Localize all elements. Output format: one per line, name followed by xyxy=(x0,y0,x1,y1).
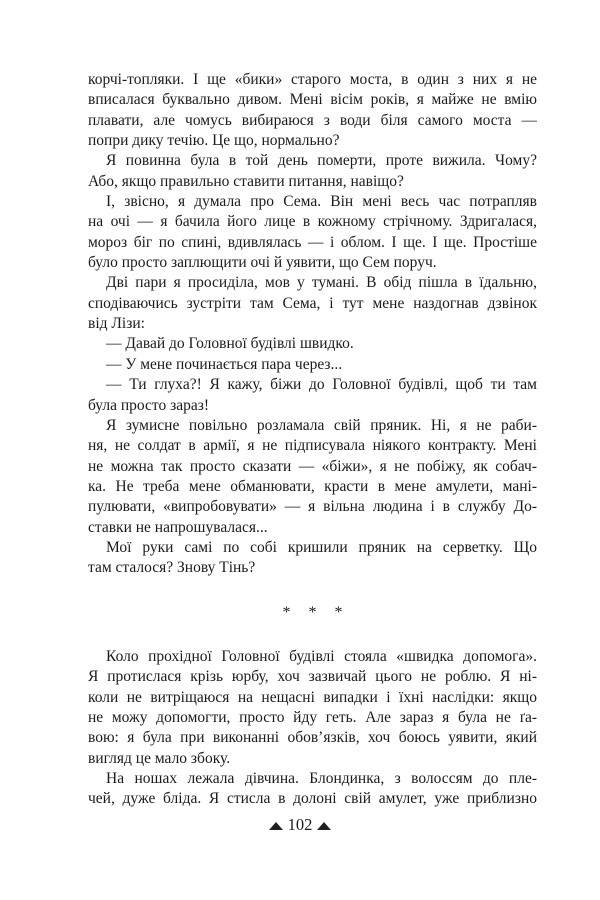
text-line: корчі-топляки. І ще «бики» старого моста, в один з них я не xyxy=(88,71,537,88)
text-line: на очі — я бачила його лице в кожному стрічному. Здригалася, xyxy=(88,213,537,231)
text-line: було просто заплющити очі й уявити, що Сем поруч. xyxy=(88,254,437,272)
section-break-asterisk: * xyxy=(308,603,317,621)
text-line: — Давай до Головної будівлі швидко. xyxy=(106,335,354,353)
section-break-asterisk: * xyxy=(334,603,343,621)
text-line: ка. Не треба мене обманювати, красти в мене амулети, мані- xyxy=(88,477,537,495)
text-line: Мої руки самі по собі кришили пряник на серветку. Що xyxy=(106,538,537,556)
text-line: вигляд це мало збоку. xyxy=(88,749,231,767)
page-number: 102 xyxy=(287,815,313,834)
triangle-up-left-icon xyxy=(269,822,283,830)
text-line: ня, не солдат в армії, я не підписувала ніякого контракту. Мені xyxy=(88,437,537,455)
section-break xyxy=(88,605,537,625)
text-line: була просто зараз! xyxy=(88,396,210,414)
text-line: На ношах лежала дівчина. Блондинка, з волоссям до пле- xyxy=(106,770,537,787)
text-line: не можна так просто сказати — «біжи», я не побіжу, як собач- xyxy=(88,457,537,475)
text-line: Коло прохідної Головної будівлі стояла «швидка допомога». xyxy=(106,647,537,665)
text-line: попри дику течію. Це що, нормально? xyxy=(88,132,340,150)
text-line: Я повинна була в той день померти, проте вижила. Чому? xyxy=(106,152,537,170)
text-line: коли не витріщаюся на нещасні випадки і їхні наслідки: якщо xyxy=(88,688,537,706)
text-line: від Лізи: xyxy=(88,315,145,333)
text-line: — У мене починається пара через... xyxy=(106,355,343,373)
text-line: Я зумисне повільно розламала свій пряник. Ні, я не раби- xyxy=(106,416,537,434)
section-break-asterisk: * xyxy=(282,603,291,621)
text-line: І, звісно, я думала про Сема. Він мені весь час потрапляв xyxy=(106,193,537,211)
text-line: сподіваючись зустріти там Сема, і тут мене наздогнав дзвінок xyxy=(88,294,537,312)
text-line: Я протислася крізь юрбу, хоч зазвичай цього не роблю. Я ні- xyxy=(88,668,537,686)
page-text xyxy=(88,70,537,810)
text-line: там сталося? Знову Тінь? xyxy=(88,559,256,577)
text-line: пулювати, «випробовувати» — я вільна людина і в службу До- xyxy=(88,498,537,516)
text-line: вою: я була при виконанні обов’язків, хоч боюсь уявити, який xyxy=(88,729,537,747)
text-line: вписалася буквально дивом. Мені вісім років, я майже не вмію xyxy=(88,91,537,109)
text-line: не можу допомогти, просто йду геть. Але зараз я була не ґа- xyxy=(88,708,537,726)
text-line: чей, дуже бліда. Я стисла в долоні свій амулет, уже приблизно xyxy=(88,790,537,808)
text-line: мороз біг по спині, вдивлялась — і облом. І ще. І ще. Простіше xyxy=(88,233,537,251)
text-line: ставки не напрошувалася... xyxy=(88,518,268,536)
text-line: Або, якщо правильно ставити питання, навіщо? xyxy=(88,172,404,190)
text-line: плавати, але чомусь вибираюся з води біля самого моста — xyxy=(88,111,537,129)
triangle-up-right-icon xyxy=(317,822,331,830)
text-line: — Ти глуха?! Я кажу, біжи до Головної будівлі, щоб ти там xyxy=(106,376,537,394)
text-line: Дві пари я просиділа, мов у тумані. В обід пішла в їдальню, xyxy=(106,274,537,292)
page-footer xyxy=(0,815,600,835)
